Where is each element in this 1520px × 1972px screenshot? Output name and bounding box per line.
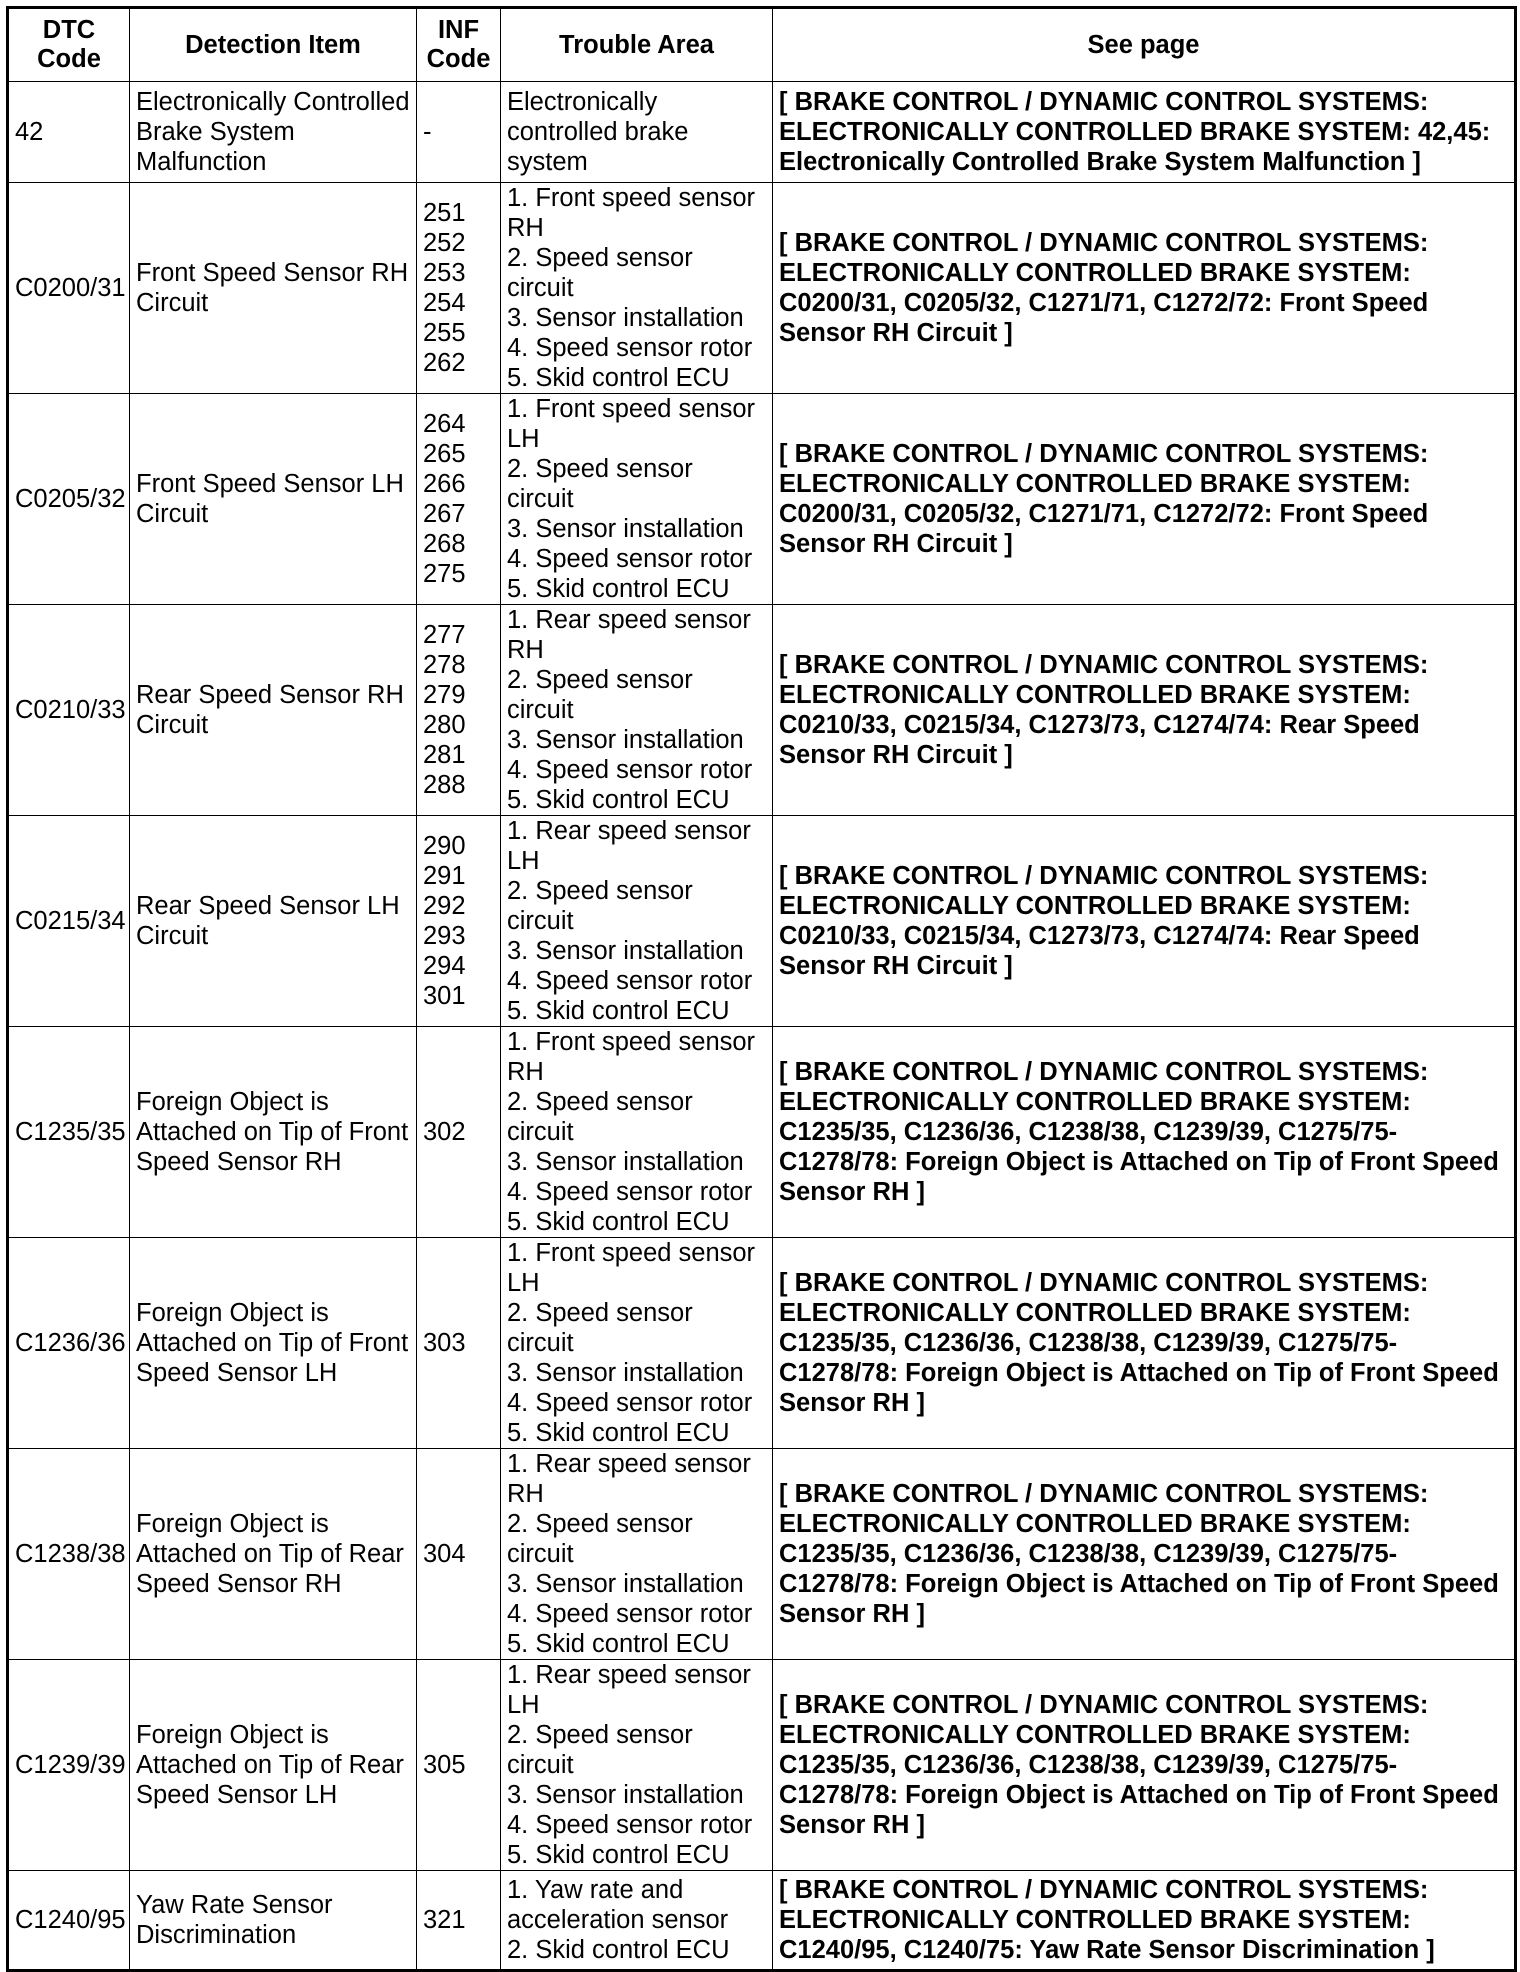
inf-code-cell: 305 xyxy=(417,1660,501,1871)
trouble-area-cell: 1. Rear speed sensor RH 2. Speed sensor circuit 3. Sensor installation 4. Speed sensor rotor 5. Skid control ECU xyxy=(501,1449,773,1660)
table-row xyxy=(8,1027,1516,1238)
dtc-code-cell: C1239/39 xyxy=(8,1660,130,1871)
inf-code-cell: - xyxy=(417,82,501,183)
table-row xyxy=(8,816,1516,1027)
dtc-code-cell: C0200/31 xyxy=(8,183,130,394)
inf-code-cell: 277 278 279 280 281 288 xyxy=(417,605,501,816)
inf-code-cell: 303 xyxy=(417,1238,501,1449)
table-row xyxy=(8,1871,1516,1971)
see-page-link[interactable]: [ BRAKE CONTROL / DYNAMIC CONTROL SYSTEMS: ELECTRONICALLY CONTROLLED BRAKE SYSTEM: C1235/35, C1236/36, C1238/38, C1239/39, C1275/75-C1278/78: Foreign Object is Attached on Tip of Front Speed Sensor RH ] xyxy=(773,1449,1516,1660)
see-page-link[interactable]: [ BRAKE CONTROL / DYNAMIC CONTROL SYSTEMS: ELECTRONICALLY CONTROLLED BRAKE SYSTEM: C1240/95, C1240/75: Yaw Rate Sensor Discrimination ] xyxy=(773,1871,1516,1971)
dtc-code-cell: C1238/38 xyxy=(8,1449,130,1660)
see-page-link[interactable]: [ BRAKE CONTROL / DYNAMIC CONTROL SYSTEMS: ELECTRONICALLY CONTROLLED BRAKE SYSTEM: C0210/33, C0215/34, C1273/73, C1274/74: Rear Speed Sensor RH Circuit ] xyxy=(773,605,1516,816)
trouble-area-cell: 1. Front speed sensor LH 2. Speed sensor circuit 3. Sensor installation 4. Speed sensor rotor 5. Skid control ECU xyxy=(501,394,773,605)
see-page-link[interactable]: [ BRAKE CONTROL / DYNAMIC CONTROL SYSTEMS: ELECTRONICALLY CONTROLLED BRAKE SYSTEM: C0200/31, C0205/32, C1271/71, C1272/72: Front Speed Sensor RH Circuit ] xyxy=(773,183,1516,394)
table-header-row xyxy=(8,8,1516,82)
dtc-code-cell: C1240/95 xyxy=(8,1871,130,1971)
dtc-code-cell: 42 xyxy=(8,82,130,183)
table-row xyxy=(8,1238,1516,1449)
inf-code-cell: 304 xyxy=(417,1449,501,1660)
dtc-table-container xyxy=(6,6,1517,1972)
detection-item-cell: Foreign Object is Attached on Tip of Front Speed Sensor RH xyxy=(130,1027,417,1238)
table-row xyxy=(8,1660,1516,1871)
see-page-link[interactable]: [ BRAKE CONTROL / DYNAMIC CONTROL SYSTEMS: ELECTRONICALLY CONTROLLED BRAKE SYSTEM: C0200/31, C0205/32, C1271/71, C1272/72: Front Speed Sensor RH Circuit ] xyxy=(773,394,1516,605)
dtc-code-cell: C1236/36 xyxy=(8,1238,130,1449)
table-row xyxy=(8,394,1516,605)
dtc-table xyxy=(6,6,1517,1972)
inf-code-cell: 264 265 266 267 268 275 xyxy=(417,394,501,605)
inf-code-cell: 302 xyxy=(417,1027,501,1238)
header-inf-code: INF Code xyxy=(417,8,501,82)
trouble-area-cell: 1. Yaw rate and acceleration sensor 2. Skid control ECU xyxy=(501,1871,773,1971)
header-detection-item: Detection Item xyxy=(130,8,417,82)
trouble-area-cell: 1. Front speed sensor RH 2. Speed sensor circuit 3. Sensor installation 4. Speed sensor rotor 5. Skid control ECU xyxy=(501,1027,773,1238)
header-dtc-code: DTC Code xyxy=(8,8,130,82)
trouble-area-cell: 1. Front speed sensor RH 2. Speed sensor circuit 3. Sensor installation 4. Speed sensor rotor 5. Skid control ECU xyxy=(501,183,773,394)
header-see-page: See page xyxy=(773,8,1516,82)
dtc-code-cell: C1235/35 xyxy=(8,1027,130,1238)
dtc-code-cell: C0215/34 xyxy=(8,816,130,1027)
trouble-area-cell: 1. Front speed sensor LH 2. Speed sensor circuit 3. Sensor installation 4. Speed sensor rotor 5. Skid control ECU xyxy=(501,1238,773,1449)
detection-item-cell: Foreign Object is Attached on Tip of Front Speed Sensor LH xyxy=(130,1238,417,1449)
table-row xyxy=(8,605,1516,816)
inf-code-cell: 290 291 292 293 294 301 xyxy=(417,816,501,1027)
detection-item-cell: Foreign Object is Attached on Tip of Rear Speed Sensor RH xyxy=(130,1449,417,1660)
dtc-code-cell: C0210/33 xyxy=(8,605,130,816)
inf-code-cell: 321 xyxy=(417,1871,501,1971)
trouble-area-cell: 1. Rear speed sensor LH 2. Speed sensor circuit 3. Sensor installation 4. Speed sensor rotor 5. Skid control ECU xyxy=(501,1660,773,1871)
trouble-area-cell: Electronically controlled brake system xyxy=(501,82,773,183)
see-page-link[interactable]: [ BRAKE CONTROL / DYNAMIC CONTROL SYSTEMS: ELECTRONICALLY CONTROLLED BRAKE SYSTEM: 42,45: Electronically Controlled Brake System Malfunction ] xyxy=(773,82,1516,183)
table-row xyxy=(8,82,1516,183)
see-page-link[interactable]: [ BRAKE CONTROL / DYNAMIC CONTROL SYSTEMS: ELECTRONICALLY CONTROLLED BRAKE SYSTEM: C1235/35, C1236/36, C1238/38, C1239/39, C1275/75-C1278/78: Foreign Object is Attached on Tip of Front Speed Sensor RH ] xyxy=(773,1660,1516,1871)
trouble-area-cell: 1. Rear speed sensor RH 2. Speed sensor circuit 3. Sensor installation 4. Speed sensor rotor 5. Skid control ECU xyxy=(501,605,773,816)
detection-item-cell: Yaw Rate Sensor Discrimination xyxy=(130,1871,417,1971)
dtc-code-cell: C0205/32 xyxy=(8,394,130,605)
detection-item-cell: Foreign Object is Attached on Tip of Rear Speed Sensor LH xyxy=(130,1660,417,1871)
detection-item-cell: Rear Speed Sensor LH Circuit xyxy=(130,816,417,1027)
detection-item-cell: Rear Speed Sensor RH Circuit xyxy=(130,605,417,816)
detection-item-cell: Front Speed Sensor RH Circuit xyxy=(130,183,417,394)
see-page-link[interactable]: [ BRAKE CONTROL / DYNAMIC CONTROL SYSTEMS: ELECTRONICALLY CONTROLLED BRAKE SYSTEM: C1235/35, C1236/36, C1238/38, C1239/39, C1275/75-C1278/78: Foreign Object is Attached on Tip of Front Speed Sensor RH ] xyxy=(773,1238,1516,1449)
see-page-link[interactable]: [ BRAKE CONTROL / DYNAMIC CONTROL SYSTEMS: ELECTRONICALLY CONTROLLED BRAKE SYSTEM: C1235/35, C1236/36, C1238/38, C1239/39, C1275/75-C1278/78: Foreign Object is Attached on Tip of Front Speed Sensor RH ] xyxy=(773,1027,1516,1238)
table-row xyxy=(8,183,1516,394)
inf-code-cell: 251 252 253 254 255 262 xyxy=(417,183,501,394)
table-row xyxy=(8,1449,1516,1660)
see-page-link[interactable]: [ BRAKE CONTROL / DYNAMIC CONTROL SYSTEMS: ELECTRONICALLY CONTROLLED BRAKE SYSTEM: C0210/33, C0215/34, C1273/73, C1274/74: Rear Speed Sensor RH Circuit ] xyxy=(773,816,1516,1027)
detection-item-cell: Front Speed Sensor LH Circuit xyxy=(130,394,417,605)
header-trouble-area: Trouble Area xyxy=(501,8,773,82)
detection-item-cell: Electronically Controlled Brake System Malfunction xyxy=(130,82,417,183)
trouble-area-cell: 1. Rear speed sensor LH 2. Speed sensor circuit 3. Sensor installation 4. Speed sensor rotor 5. Skid control ECU xyxy=(501,816,773,1027)
